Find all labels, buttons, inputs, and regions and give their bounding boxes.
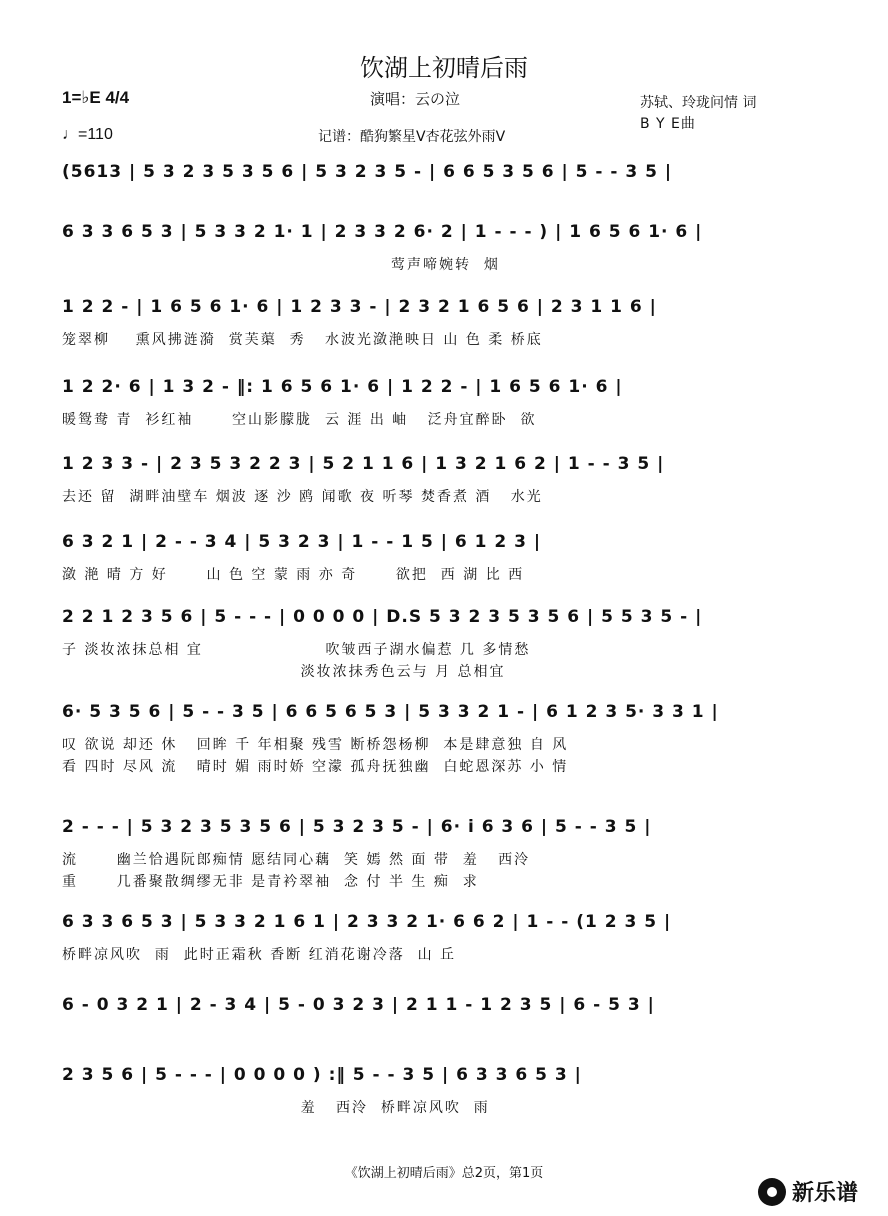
tempo-marking: ♩=110	[62, 126, 113, 143]
lyrics-line-2: 淡妆浓抹秀色云与 月 总相宜	[62, 664, 506, 680]
lyrics-line: 笼翠柳 熏风拂涟漪 赏芙蕖 秀 水波光潋滟映日 山 色 柔 桥底	[62, 332, 543, 348]
transcriber-credit: 记谱：酷狗繁星V杏花弦外雨V	[318, 129, 506, 145]
lyrics-line: 潋 滟 晴 方 好 山 色 空 蒙 雨 亦 奇 欲把 西 湖 比 西	[62, 567, 525, 583]
notes-line: 6 3 3 6 5 3 | 5 3 3 2 1· 1 | 2 3 3 2 6· 2 | 1 - - - ) | 1 6 5 6 1· 6 |	[62, 222, 703, 242]
notes-line: 2 - - - | 5 3 2 3 5 3 5 6 | 5 3 2 3 5 - | 6· i 6 3 6 | 5 - - 3 5 |	[62, 817, 652, 837]
lyrics-line: 暖鸳鸯 青 衫红袖 空山影朦胧 云 涯 出 岫 泛舟宜醉卧 欲	[62, 412, 537, 428]
score-line	[62, 530, 782, 606]
page-footer: 《饮湖上初晴后雨》总2页，第1页	[344, 1166, 544, 1181]
notes-line: 2 2 1 2 3 5 6 | 5 - - - | 0 0 0 0 | D.S 5 3 2 3 5 3 5 6 | 5 5 3 5 - |	[62, 607, 703, 627]
song-title: 饮湖上初晴后雨	[360, 54, 528, 82]
lyrics-line	[62, 1027, 782, 1047]
score-line	[62, 700, 782, 776]
key-signature: 1=♭E 4/4	[62, 88, 130, 107]
lyrics-line: 流 幽兰恰遇阮郎痴情 愿结同心藕 笑 嫣 然 面 带 羞 西泠	[62, 852, 531, 868]
logo-text: 新乐谱	[792, 1181, 859, 1206]
notes-line: 2 3 5 6 | 5 - - - | 0 0 0 0 ) :‖ 5 - - 3 5 | 6 3 3 6 5 3 |	[62, 1065, 582, 1085]
score-line	[62, 605, 782, 681]
notes-line: (5613 | 5 3 2 3 5 3 5 6 | 5 3 2 3 5 - | 6 6 5 3 5 6 | 5 - - 3 5 |	[62, 162, 673, 182]
vinyl-record-icon	[758, 1178, 786, 1206]
lyrics-line: 叹 欲说 却还 休 回眸 千 年相聚 残雪 断桥怨杨柳 本是肆意独 自 风	[62, 737, 569, 753]
notes-line: 6 3 3 6 5 3 | 5 3 3 2 1 6 1 | 2 3 3 2 1· 6 6 2 | 1 - - (1 2 3 5 |	[62, 912, 672, 932]
singer-credit: 演唱：云の泣	[370, 90, 461, 108]
score-line	[62, 375, 782, 451]
lyrics-line-2	[62, 1119, 782, 1139]
score-line	[62, 220, 782, 296]
score-line	[62, 452, 782, 528]
lyrics-line-2: 看 四时 尽风 流 晴时 媚 雨时娇 空濛 孤舟抚独幽 白蛇恩深苏 小 情	[62, 759, 569, 775]
site-logo	[758, 1176, 858, 1207]
notes-line: 6 3 2 1 | 2 - - 3 4 | 5 3 2 3 | 1 - - 1 5 | 6 1 2 3 |	[62, 532, 542, 552]
lyrics-line: 莺声啼婉转 烟	[62, 257, 500, 273]
lyrics-line-2	[62, 966, 782, 986]
lyrics-line: 羞 西泠 桥畔凉风吹 雨	[62, 1100, 490, 1116]
lyrics-line-2	[62, 431, 782, 451]
score-line	[62, 993, 782, 1069]
lyrics-line-2	[62, 586, 782, 606]
lyricist-credit: 苏轼、玲珑问情 词	[640, 95, 757, 111]
lyrics-line: 子 淡妆浓抹总相 宜 吹皱西子湖水偏惹 几 多情愁	[62, 642, 531, 658]
notes-line: 6 - 0 3 2 1 | 2 - 3 4 | 5 - 0 3 2 3 | 2 1 1 - 1 2 3 5 | 6 - 5 3 |	[62, 995, 655, 1015]
score-line	[62, 1063, 782, 1139]
lyrics-line-2	[62, 276, 782, 296]
notes-line: 1 2 3 3 - | 2 3 5 3 2 2 3 | 5 2 1 1 6 | 1 3 2 1 6 2 | 1 - - 3 5 |	[62, 454, 665, 474]
composer-credit: B Y E曲	[640, 116, 696, 132]
lyrics-line	[62, 194, 782, 214]
lyrics-line: 桥畔凉风吹 雨 此时正霜秋 香断 红消花谢冷落 山 丘	[62, 947, 457, 963]
score-line	[62, 910, 782, 986]
lyrics-line-2: 重 几番聚散绸缪无非 是青衿翠袖 念 付 半 生 痴 求	[62, 874, 479, 890]
notes-line: 6· 5 3 5 6 | 5 - - 3 5 | 6 6 5 6 5 3 | 5 3 3 2 1 - | 6 1 2 3 5· 3 3 1 |	[62, 702, 719, 722]
lyrics-line: 去还 留 湖畔油壁车 烟波 逐 沙 鸥 闻歌 夜 听琴 焚香煮 酒 水光	[62, 489, 543, 505]
score-line	[62, 295, 782, 371]
lyrics-line-2	[62, 351, 782, 371]
score-line	[62, 815, 782, 891]
notes-line: 1 2 2 - | 1 6 5 6 1· 6 | 1 2 3 3 - | 2 3 2 1 6 5 6 | 2 3 1 1 6 |	[62, 297, 657, 317]
notes-line: 1 2 2· 6 | 1 3 2 - ‖: 1 6 5 6 1· 6 | 1 2 2 - | 1 6 5 6 1· 6 |	[62, 377, 623, 397]
lyrics-line-2	[62, 508, 782, 528]
